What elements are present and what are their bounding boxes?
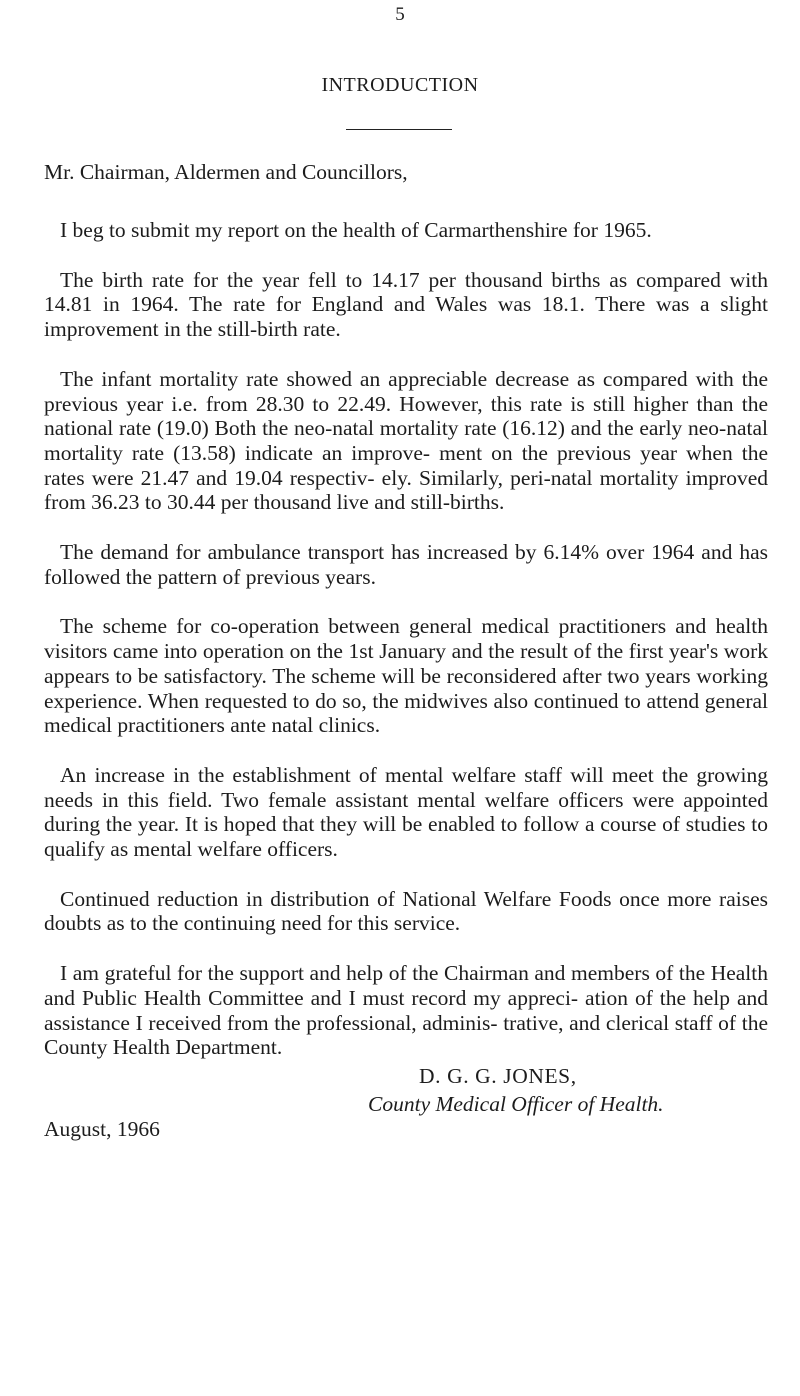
report-date: August, 1966 (44, 1117, 160, 1141)
paragraph-infant-mortality: The infant mortality rate showed an appreciable decrease as compared with the previous year i.e. from 28.30 to 22.49. However, this rate is still higher than the national rate (19.0) Both the neo-natal mortality rate (16.12) and the early neo-natal mortality rate (13.58) indicate an improve- ment on the previous year when the rates were 21.47 and 19.04 respectiv- ely. Similarly, peri-natal mortality improved from 36.23 to 30.44 per thousand live and still-births. (44, 366, 768, 515)
paragraph-submission: I beg to submit my report on the health of Carmarthenshire for 1965. (60, 218, 652, 242)
paragraph-birth-rate: The birth rate for the year fell to 14.17 per thousand births as compared with 14.81 in 1964. The rate for England and Wales was 18.1. There was a slight improvement in the still-birth rate. (44, 267, 768, 342)
paragraph-ambulance: The demand for ambulance transport has increased by 6.14% over 1964 and has followed the pattern of previous years. (44, 540, 768, 589)
paragraph-mental-welfare: An increase in the establishment of mental welfare staff will meet the growing needs in this field. Two female assistant mental welfare officers were appointed during the year. It is hoped that they will be enabled to follow a course of studies to qualify as mental welfare officers. (44, 762, 768, 862)
page-number: 5 (395, 4, 405, 25)
title-divider (346, 129, 452, 130)
salutation: Mr. Chairman, Aldermen and Councillors, (44, 160, 408, 184)
signature-name: D. G. G. JONES, (419, 1064, 577, 1088)
paragraph-welfare-foods: Continued reduction in distribution of National Welfare Foods once more raises doubts as to the continuing need for this service. (44, 886, 768, 936)
paragraph-cooperation-scheme: The scheme for co-operation between general medical practitioners and health visitors came into operation on the 1st January and the result of the first year's work appears to be satisfactory. The scheme will be reconsidered after two years working experience. When requested to do so, the midwives also continued to attend general medical practitioners ante natal clinics. (44, 614, 768, 738)
report-body (44, 218, 768, 1085)
page-title: INTRODUCTION (321, 74, 479, 96)
paragraph-acknowledgement: I am grateful for the support and help of the Chairman and members of the Health and Public Health Committee and I must record my appreci- ation of the help and assistance I received from the professional, adminis- trative, and clerical staff of the County Health Department. (44, 961, 768, 1060)
signature-title: County Medical Officer of Health. (368, 1092, 664, 1116)
